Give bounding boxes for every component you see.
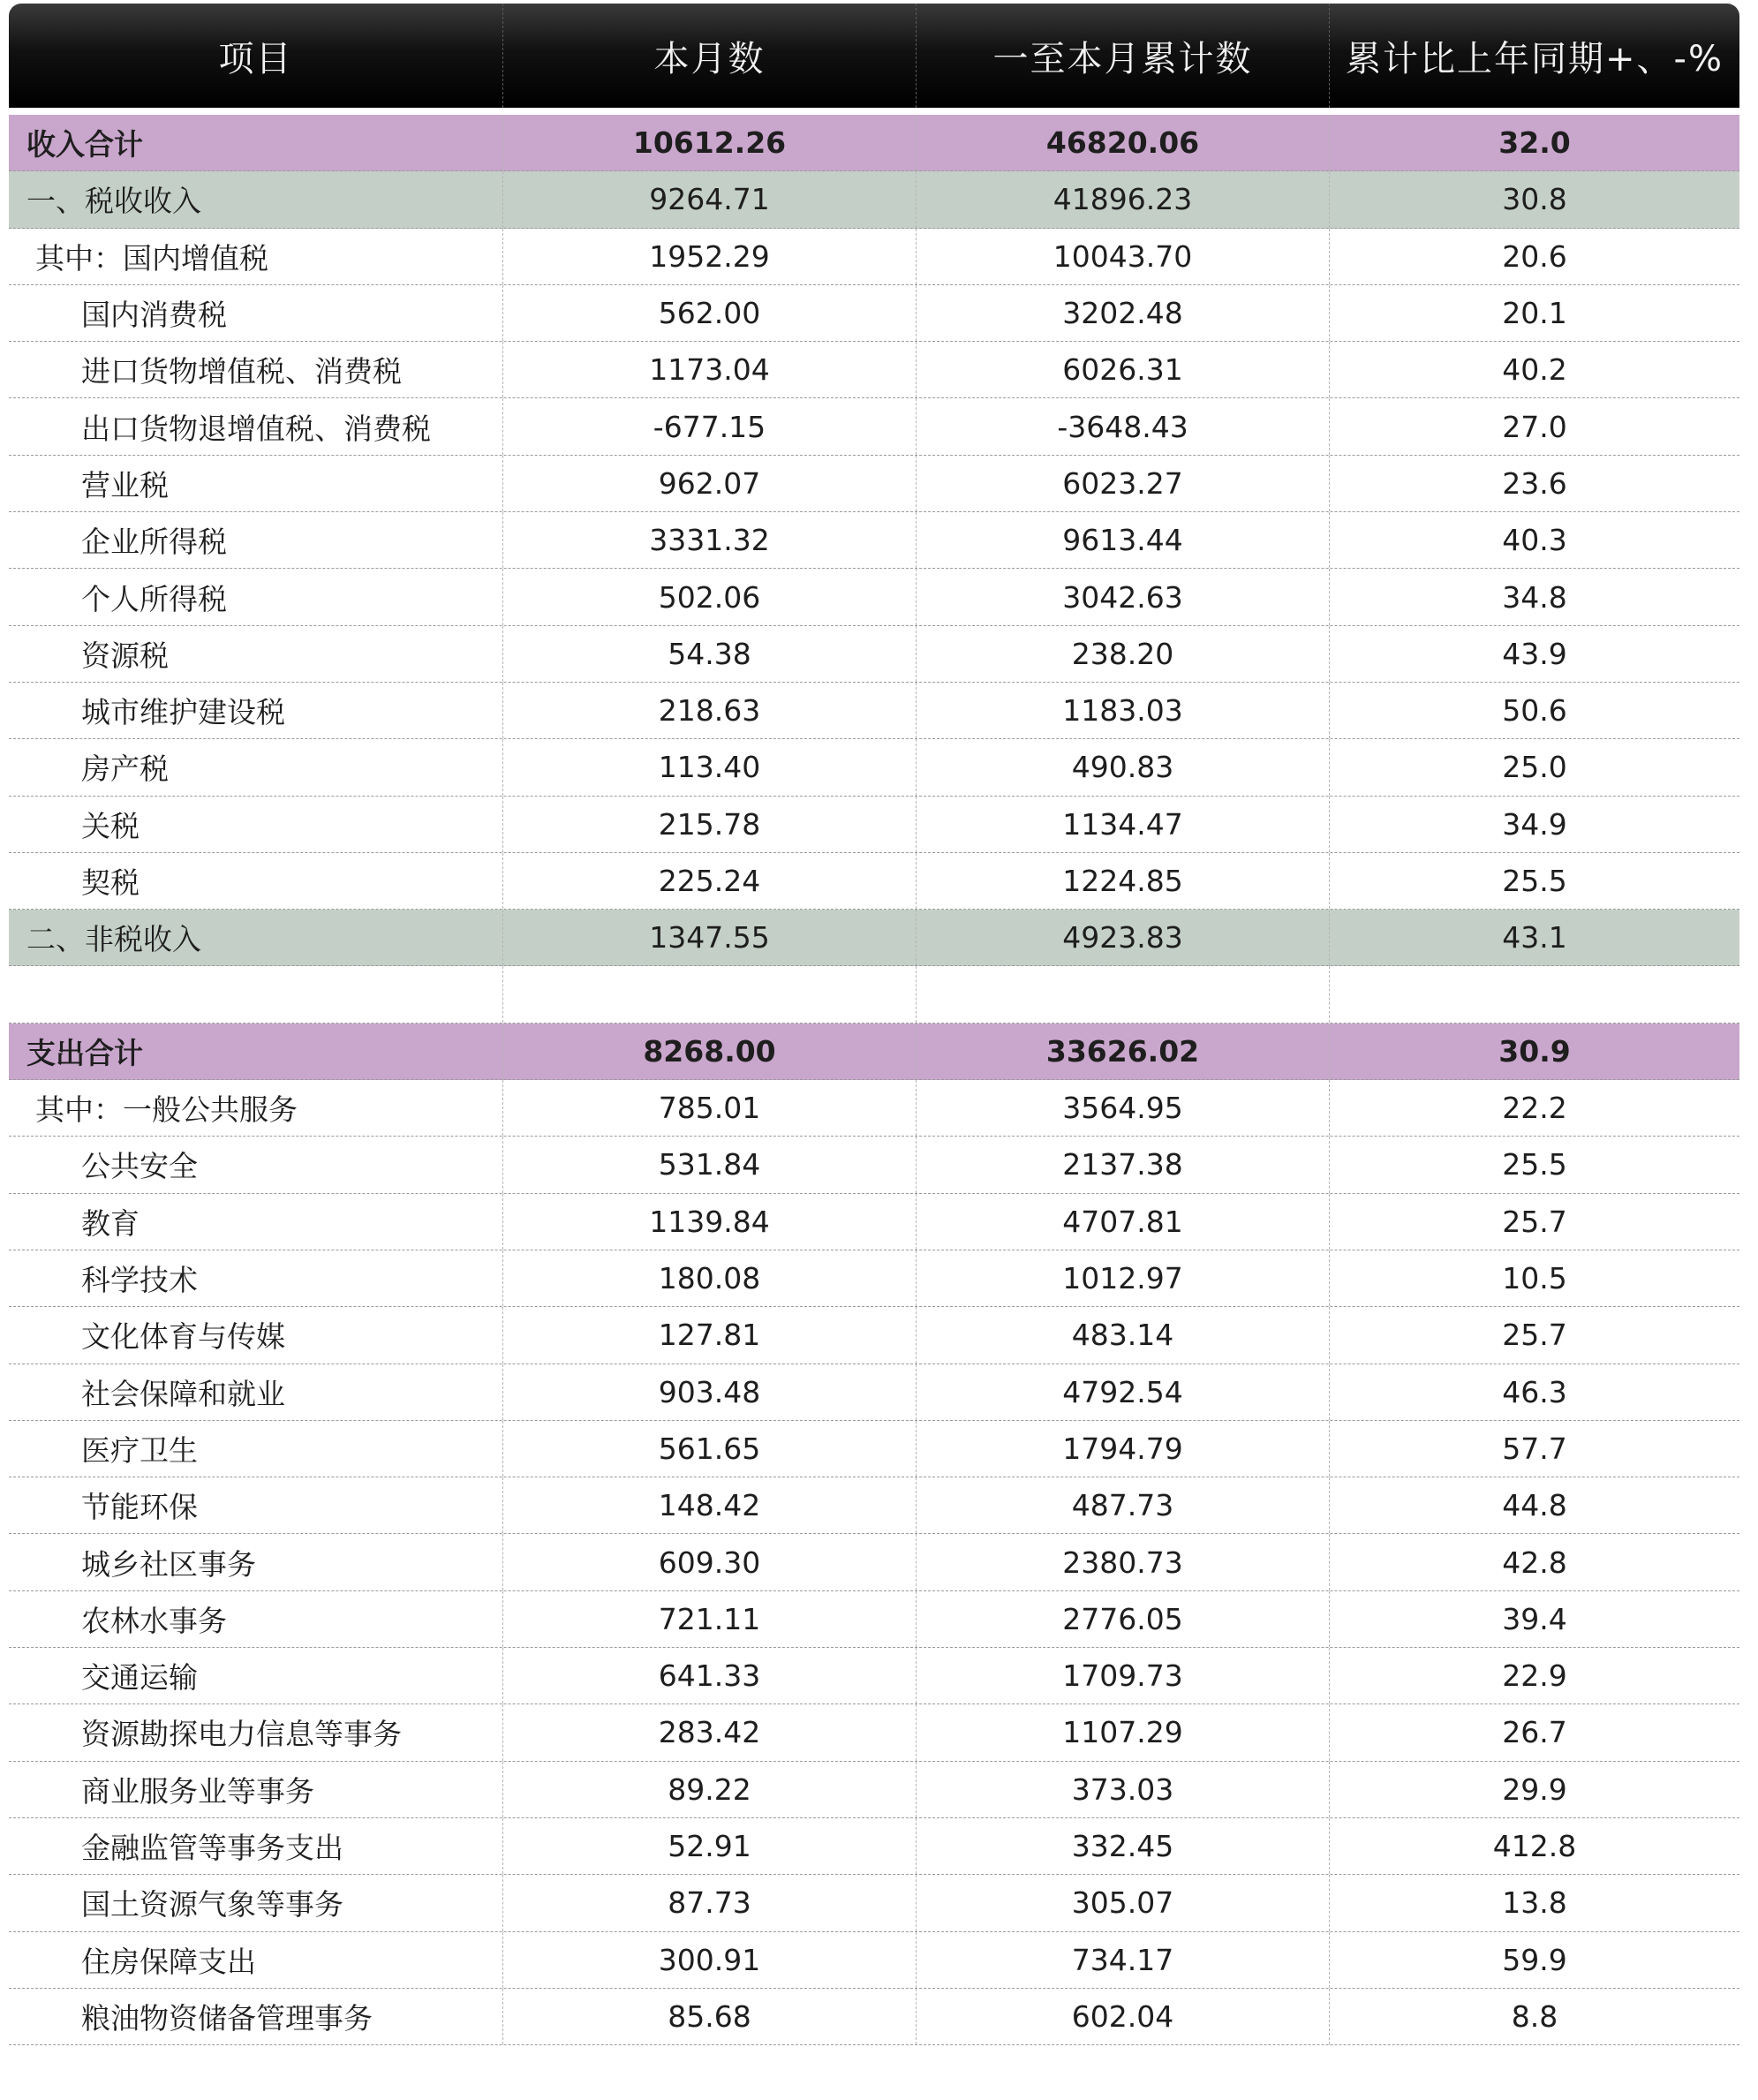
cell-yoy: 43.9 (1502, 636, 1567, 671)
cell-item: 国土资源气象等事务 (9, 1875, 503, 1930)
table-row (9, 1818, 1739, 1875)
table-row (9, 1648, 1739, 1704)
cell-yoy: 50.6 (1502, 693, 1567, 729)
table-row (9, 683, 1739, 739)
cell-item: 住房保障支出 (9, 1932, 503, 1988)
cell-cumulative: 3202.48 (917, 285, 1330, 341)
cell-month: 641.33 (503, 1648, 917, 1703)
cell-yoy: 23.6 (1502, 465, 1567, 501)
cell-yoy: 26.7 (1502, 1715, 1567, 1750)
cell-yoy: 40.3 (1502, 523, 1567, 558)
header-cumulative: 一至本月累计数 (917, 4, 1330, 108)
cell-month: 148.42 (503, 1477, 917, 1533)
cell-cumulative: 6023.27 (917, 456, 1330, 511)
table-row (9, 1477, 1739, 1534)
cell-yoy: 25.5 (1502, 1147, 1567, 1182)
cell-cumulative: 1183.03 (917, 683, 1330, 738)
table-row (9, 1989, 1739, 2045)
cell-month: -677.15 (503, 398, 917, 454)
cell-month: 218.63 (503, 683, 917, 738)
cell-cumulative: 2137.38 (917, 1137, 1330, 1192)
cell-item: 城市维护建设税 (9, 683, 503, 738)
cell-month: 8268.00 (503, 1024, 917, 1079)
table-row (9, 1421, 1739, 1477)
table-row (9, 1024, 1739, 1080)
cell-yoy: 30.9 (1498, 1033, 1571, 1069)
cell-item: 支出合计 (9, 1024, 503, 1079)
table-row (9, 1591, 1739, 1648)
cell-item: 一、税收收入 (9, 171, 503, 227)
cell-month: 561.65 (503, 1421, 917, 1477)
cell-item: 城乡社区事务 (9, 1534, 503, 1590)
cell-month: 283.42 (503, 1704, 917, 1760)
cell-item: 企业所得税 (9, 512, 503, 568)
cell-cumulative: 1134.47 (917, 797, 1330, 852)
cell-item: 国内消费税 (9, 285, 503, 341)
cell-item: 教育 (9, 1194, 503, 1250)
cell-cumulative: 1012.97 (917, 1250, 1330, 1306)
cell-yoy: 412.8 (1492, 1829, 1577, 1864)
table-row (9, 1704, 1739, 1761)
cell-item: 节能环保 (9, 1477, 503, 1533)
table-row (9, 1137, 1739, 1193)
cell-cumulative: 734.17 (917, 1932, 1330, 1988)
cell-month: 1139.84 (503, 1194, 917, 1250)
cell-cumulative: 490.83 (917, 739, 1330, 795)
cell-item: 个人所得税 (9, 569, 503, 624)
table-row (9, 1534, 1739, 1590)
cell-month: 962.07 (503, 456, 917, 511)
cell-item: 交通运输 (9, 1648, 503, 1703)
table-row (9, 229, 1739, 285)
cell-yoy: 57.7 (1502, 1431, 1567, 1466)
cell-yoy: 40.2 (1502, 352, 1567, 388)
cell-item: 科学技术 (9, 1250, 503, 1306)
table-row (9, 1364, 1739, 1421)
table-row (9, 797, 1739, 853)
cell-month: 531.84 (503, 1137, 917, 1192)
table-header (9, 4, 1739, 108)
table-row (9, 1307, 1739, 1363)
cell-cumulative: 305.07 (917, 1875, 1330, 1930)
cell-month: 502.06 (503, 569, 917, 624)
table-row (9, 1250, 1739, 1307)
cell-yoy: 43.1 (1502, 920, 1567, 956)
cell-month: 721.11 (503, 1591, 917, 1647)
cell-cumulative: 1709.73 (917, 1648, 1330, 1703)
table-row (9, 1194, 1739, 1250)
cell-month: 54.38 (503, 626, 917, 682)
cell-item: 进口货物增值税、消费税 (9, 342, 503, 397)
cell-month: 52.91 (503, 1818, 917, 1874)
cell-item: 商业服务业等事务 (9, 1762, 503, 1817)
cell-item: 文化体育与传媒 (9, 1307, 503, 1363)
cell-yoy: 27.0 (1502, 409, 1567, 444)
cell-cumulative: 9613.44 (917, 512, 1330, 568)
cell-cumulative: 6026.31 (917, 342, 1330, 397)
cell-item: 其中：一般公共服务 (9, 1080, 503, 1136)
header-item: 项目 (9, 4, 503, 108)
cell-month: 127.81 (503, 1307, 917, 1363)
cell-item: 二、非税收入 (9, 910, 503, 965)
cell-month: 215.78 (503, 797, 917, 852)
cell-cumulative: 487.73 (917, 1477, 1330, 1533)
cell-month: 87.73 (503, 1875, 917, 1930)
table-row (9, 910, 1739, 966)
cell-item: 资源勘探电力信息等事务 (9, 1704, 503, 1760)
cell-month: 903.48 (503, 1364, 917, 1420)
cell-cumulative: 3042.63 (917, 569, 1330, 624)
table-row (9, 1932, 1739, 1989)
cell-month (503, 966, 917, 1022)
cell-cumulative: 332.45 (917, 1818, 1330, 1874)
cell-yoy: 32.0 (1498, 125, 1571, 161)
cell-item: 资源税 (9, 626, 503, 682)
table-row (9, 739, 1739, 796)
table-row (9, 512, 1739, 569)
cell-yoy: 22.9 (1502, 1658, 1567, 1694)
cell-cumulative: 2380.73 (917, 1534, 1330, 1590)
cell-yoy: 20.1 (1502, 296, 1567, 331)
cell-month: 113.40 (503, 739, 917, 795)
table-row (9, 1762, 1739, 1818)
cell-month: 180.08 (503, 1250, 917, 1306)
fiscal-table (9, 4, 1739, 2088)
cell-cumulative: 10043.70 (917, 229, 1330, 284)
cell-month: 609.30 (503, 1534, 917, 1590)
cell-item: 金融监管等事务支出 (9, 1818, 503, 1874)
cell-yoy: 44.8 (1502, 1488, 1567, 1523)
table-row (9, 285, 1739, 342)
cell-yoy: 25.7 (1502, 1318, 1567, 1353)
cell-cumulative: 483.14 (917, 1307, 1330, 1363)
cell-month: 562.00 (503, 285, 917, 341)
cell-month: 89.22 (503, 1762, 917, 1817)
cell-item: 其中：国内增值税 (9, 229, 503, 284)
cell-item: 收入合计 (9, 115, 503, 170)
cell-yoy: 10.5 (1502, 1261, 1567, 1296)
cell-yoy: 34.9 (1502, 806, 1567, 842)
cell-item: 房产税 (9, 739, 503, 795)
cell-yoy: 46.3 (1502, 1374, 1567, 1409)
cell-item: 医疗卫生 (9, 1421, 503, 1477)
cell-cumulative: 238.20 (917, 626, 1330, 682)
cell-cumulative: 373.03 (917, 1762, 1330, 1817)
cell-month: 1347.55 (503, 910, 917, 965)
cell-cumulative: 33626.02 (917, 1024, 1330, 1079)
cell-month: 3331.32 (503, 512, 917, 568)
cell-yoy (1330, 966, 1739, 1022)
cell-item: 营业税 (9, 456, 503, 511)
cell-cumulative: -3648.43 (917, 398, 1330, 454)
cell-item (9, 966, 503, 1022)
cell-yoy: 30.8 (1502, 182, 1567, 217)
cell-month: 300.91 (503, 1932, 917, 1988)
table-row (9, 171, 1739, 228)
cell-cumulative: 4792.54 (917, 1364, 1330, 1420)
table-row (9, 1875, 1739, 1931)
cell-yoy: 29.9 (1502, 1771, 1567, 1807)
cell-month: 10612.26 (503, 115, 917, 170)
cell-month: 225.24 (503, 853, 917, 909)
cell-cumulative: 46820.06 (917, 115, 1330, 170)
table-row (9, 569, 1739, 625)
cell-month: 85.68 (503, 1989, 917, 2044)
cell-yoy: 8.8 (1511, 1998, 1558, 2034)
cell-item: 农林水事务 (9, 1591, 503, 1647)
table-body (9, 115, 1739, 2045)
cell-cumulative: 602.04 (917, 1989, 1330, 2044)
cell-yoy: 25.7 (1502, 1204, 1567, 1239)
table-row (9, 398, 1739, 455)
cell-cumulative: 4923.83 (917, 910, 1330, 965)
cell-yoy: 25.5 (1502, 864, 1567, 898)
cell-yoy: 59.9 (1502, 1942, 1567, 1977)
table-row (9, 456, 1739, 512)
cell-item: 关税 (9, 797, 503, 852)
table-row (9, 342, 1739, 398)
table-row (9, 626, 1739, 683)
cell-cumulative: 4707.81 (917, 1194, 1330, 1250)
cell-yoy: 25.0 (1502, 750, 1567, 785)
cell-cumulative: 41896.23 (917, 171, 1330, 227)
cell-item: 契税 (9, 853, 503, 909)
header-yoy: 累计比上年同期+、-% (1346, 38, 1724, 79)
cell-cumulative: 1224.85 (917, 853, 1330, 909)
cell-cumulative: 2776.05 (917, 1591, 1330, 1647)
cell-item: 出口货物退增值税、消费税 (9, 398, 503, 454)
cell-cumulative: 1794.79 (917, 1421, 1330, 1477)
cell-cumulative (917, 966, 1330, 1022)
cell-cumulative: 3564.95 (917, 1080, 1330, 1136)
cell-item: 公共安全 (9, 1137, 503, 1192)
header-month: 本月数 (503, 4, 917, 108)
cell-yoy: 22.2 (1502, 1091, 1567, 1126)
table-row (9, 853, 1739, 910)
table-row (9, 1080, 1739, 1137)
cell-yoy: 20.6 (1502, 238, 1567, 274)
cell-cumulative: 1107.29 (917, 1704, 1330, 1760)
cell-month: 785.01 (503, 1080, 917, 1136)
cell-month: 1952.29 (503, 229, 917, 284)
table-row (9, 115, 1739, 171)
cell-month: 9264.71 (503, 171, 917, 227)
cell-item: 粮油物资储备管理事务 (9, 1989, 503, 2044)
cell-yoy: 34.8 (1502, 579, 1567, 615)
cell-month: 1173.04 (503, 342, 917, 397)
cell-yoy: 39.4 (1502, 1601, 1567, 1636)
cell-yoy: 13.8 (1502, 1885, 1567, 1921)
table-spacer-row (9, 966, 1739, 1023)
cell-item: 社会保障和就业 (9, 1364, 503, 1420)
cell-yoy: 42.8 (1502, 1545, 1567, 1580)
